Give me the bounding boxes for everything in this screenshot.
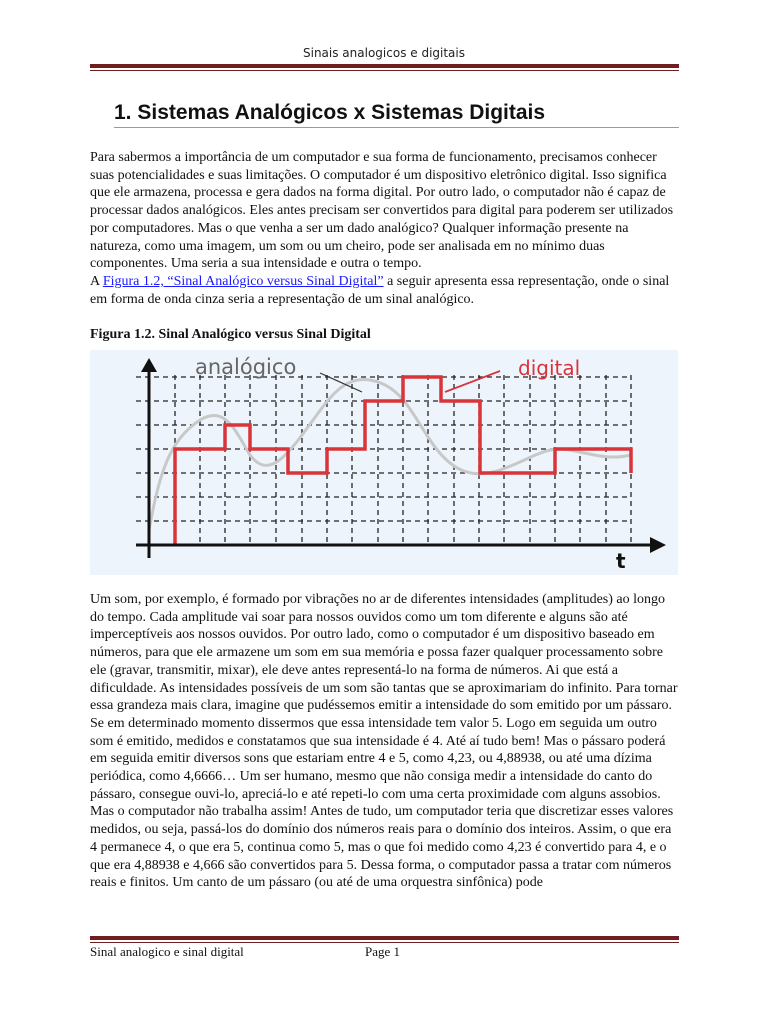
intro-text: Para sabermos a importância de um computador e sua forma de funcionamento, precisamos conhecer suas potencialidades e suas limitações. O computador é um dispositivo eletrônico digital. Isso significa que ele armazena, processa e gera dados na forma digital. Por outro lado, o computador não é capaz de processar dados analógicos. Eles antes precisam ser convertidos para digital para poderem ser utilizados por computadores. Mas o que venha a ser um dado analógico? Qualquer informação presente na natureza, como uma imagem, um som ou um cheiro, pode ser analisada em no mínimo duas componentes. Uma seria a sua intensidade e outra o tempo. xyxy=(90,150,674,272)
section-title: Sistemas Analógicos x Sistemas Digitais xyxy=(137,101,546,124)
intro-paragraph xyxy=(90,149,680,308)
section-heading xyxy=(114,101,545,125)
signal-figure xyxy=(90,350,678,575)
header-rule-thin xyxy=(90,70,679,71)
footer-rule-thick xyxy=(90,936,679,940)
section-number: 1. xyxy=(114,101,132,124)
page-header: Sinais analogicos e digitais xyxy=(303,46,465,60)
time-axis-label: t xyxy=(616,549,626,573)
footer-rule-thin xyxy=(90,942,679,943)
figure-caption: Figura 1.2. Sinal Analógico versus Sinal Digital xyxy=(90,327,371,342)
figure-link[interactable]: Figura 1.2, “Sinal Analógico versus Sinal Digital” xyxy=(102,273,384,289)
body-paragraph: Um som, por exemplo, é formado por vibrações no ar de diferentes intensidades (amplitudes) ao longo do tempo. Cada amplitude vai soar para nossos ouvidos como um tom diferente e alguns são até imperceptíveis aos nossos ouvidos. Por outro lado, como o computador é um dispositivo baseado em números, para que ele armazene um som em sua memória e possa fazer qualquer processamento sobre ele (gravar, transmitir, mixar), ele deve antes representá-lo na forma de números. Ai que está a dificuldade. As intensidades possíveis de um som são tantas que se aproximariam do infinito. Para tornar essa grandeza mais clara, imagine que pudéssemos emitir a intensidade do som emitido por um pássaro. Se em determinado momento dissermos que essa intensidade tem valor 5. Logo em seguida um outro som é emitido, medidos e constatamos que sua intensidade é 4. Até aí tudo bem! Mas o pássaro poderá em seguida emitir diversos sons que estariam entre 4 e 5, como 4,23, ou 4,88938, ou até uma dízima periódica, como 4,6666… Um ser humano, mesmo que não consiga medir a intensidade do canto do pássaro, consegue ouvi-lo, apreciá-lo e até repeti-lo com uma certa proximidade com alguns assobios. Mas o computador não trabalha assim! Antes de tudo, um computador teria que discretizar esses valores medidos, ou seja, passá-los do domínio dos números reais para o domínio dos inteiros. Assim, o que era 4 permanece 4, o que era 5, continua como 5, mas o que foi medido como 4,23 é convertido para 4, e o que era 4,88938 e 4,666 são convertidos para 5. Dessa forma, o computador passa a tratar com números reais e finitos. Um canto de um pássaro (ou até de uma orquestra sinfônica) pode xyxy=(90,592,678,891)
footer-text: Sinal analogico e sinal digital xyxy=(90,944,244,959)
header-rule-thick xyxy=(90,64,679,68)
page-number: Page 1 xyxy=(365,944,401,959)
intro-text-after: a seguir apresenta essa representação, onde o sinal em forma de onda cinza seria a representação de um sinal analógico. xyxy=(90,273,670,307)
analog-label: analógico xyxy=(195,355,297,379)
intro-line-start: A xyxy=(90,273,103,289)
heading-underline xyxy=(114,127,679,128)
digital-label: digital xyxy=(518,356,581,380)
